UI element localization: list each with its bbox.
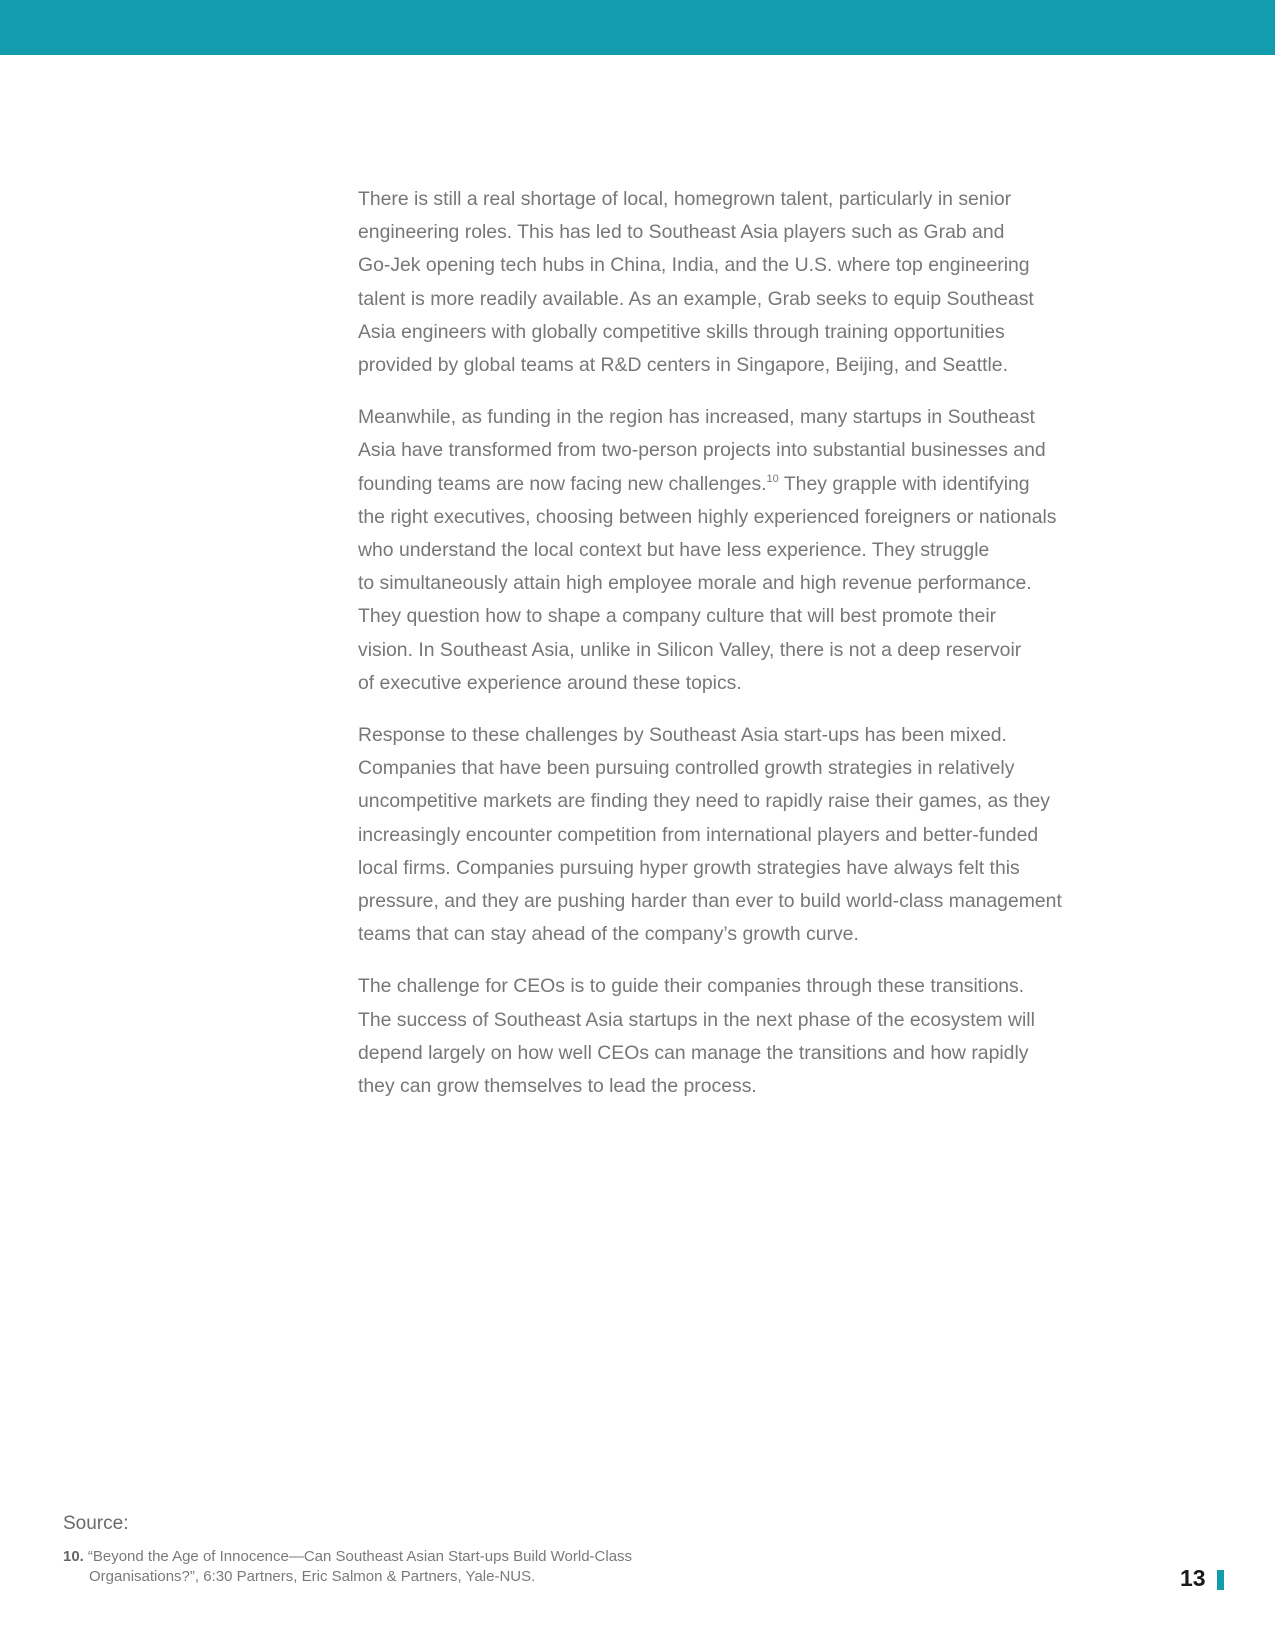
- text-line: vision. In Southeast Asia, unlike in Silicon Valley, there is not a deep reservoir: [358, 638, 1022, 661]
- footnote: [63, 1547, 763, 1587]
- text-segment: They grapple with identifying: [778, 472, 1030, 495]
- footnote-text: “Beyond the Age of Innocence—Can Southeast Asian Start-ups Build World-Class: [87, 1548, 633, 1565]
- header-band: [0, 0, 1275, 55]
- text-segment: founding teams are now facing new challenges.: [358, 472, 767, 495]
- text-line: Response to these challenges by Southeast Asia start-ups has been mixed.: [358, 724, 1007, 747]
- text-line: There is still a real shortage of local, homegrown talent, particularly in senior: [358, 188, 1012, 210]
- text-line: Asia engineers with globally competitive skills through training opportunities: [358, 320, 1005, 343]
- text-line: Asia have transformed from two-person projects into substantial businesses and: [358, 439, 1046, 462]
- text-line: increasingly encounter competition from international players and better-funded: [358, 823, 1039, 846]
- paragraph-funding: [358, 401, 1098, 700]
- text-line: local firms. Companies pursuing hyper growth strategies have always felt this: [358, 856, 1020, 879]
- text-line: talent is more readily available. As an example, Grab seeks to equip Southeast: [358, 287, 1034, 310]
- page-number: 13: [1180, 1565, 1206, 1591]
- text-line: engineering roles. This has led to Southeast Asia players such as Grab and: [358, 221, 1005, 244]
- paragraph-talent: [358, 183, 1098, 382]
- text-line: teams that can stay ahead of the company’s growth curve.: [358, 923, 859, 946]
- text-line: The success of Southeast Asia startups in the next phase of the ecosystem will: [358, 1008, 1035, 1031]
- footnote-number: 10.: [63, 1548, 84, 1565]
- text-line: Companies that have been pursuing controlled growth strategies in relatively: [358, 757, 1015, 780]
- text-line: pressure, and they are pushing harder than ever to build world-class management: [358, 890, 1062, 913]
- text-line: who understand the local context but have less experience. They struggle: [358, 539, 990, 562]
- text-line: Go-Jek opening tech hubs in China, India, and the U.S. where top engineering: [358, 254, 1030, 277]
- footnote-line: [63, 1547, 763, 1567]
- text-line: uncompetitive markets are finding they need to rapidly raise their games, as they: [358, 790, 1050, 813]
- text-line: of executive experience around these topics.: [358, 671, 742, 694]
- paragraph-response: [358, 719, 1098, 951]
- footnote-continuation: Organisations?”, 6:30 Partners, Eric Salmon & Partners, Yale-NUS.: [89, 1568, 536, 1585]
- text-line: they can grow themselves to lead the process.: [358, 1075, 757, 1098]
- text-line: depend largely on how well CEOs can manage the transitions and how rapidly: [358, 1041, 1029, 1064]
- paragraph-challenge: [358, 970, 1098, 1103]
- text-line: to simultaneously attain high employee morale and high revenue performance.: [358, 572, 1032, 595]
- text-line: Meanwhile, as funding in the region has increased, many startups in Southeast: [358, 406, 1035, 429]
- body-text: [358, 183, 1098, 1122]
- text-line: provided by global teams at R&D centers in Singapore, Beijing, and Seattle.: [358, 354, 1008, 377]
- text-line: They question how to shape a company culture that will best promote their: [358, 605, 997, 628]
- footnote-reference: 10: [766, 472, 779, 485]
- page-number-marker: [1217, 1570, 1224, 1590]
- text-line-with-footnote: [358, 468, 1098, 501]
- source-heading: Source:: [63, 1513, 129, 1534]
- text-line: the right executives, choosing between highly experienced foreigners or nationals: [358, 505, 1057, 528]
- text-line: The challenge for CEOs is to guide their companies through these transitions.: [358, 975, 1025, 998]
